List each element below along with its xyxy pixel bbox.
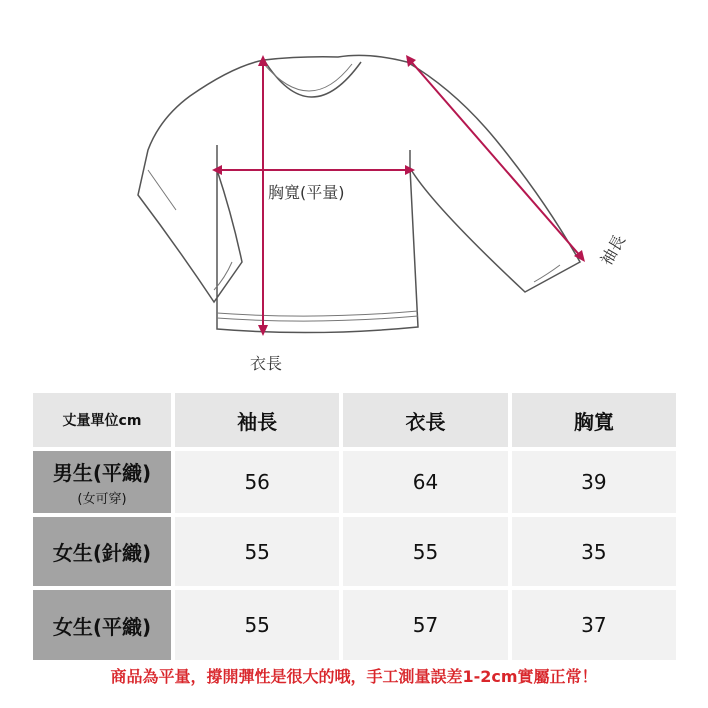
table-header-row xyxy=(33,393,676,447)
unit-header: 丈量單位cm xyxy=(33,393,171,447)
row-sublabel: (女可穿) xyxy=(77,492,127,507)
col-header-sleeve: 袖長 xyxy=(175,393,339,447)
cell-value: 35 xyxy=(512,517,676,586)
row-label-text: 男生(平織) xyxy=(52,461,152,485)
cell-value: 64 xyxy=(343,451,507,513)
cell-value: 55 xyxy=(175,590,339,660)
size-table xyxy=(29,389,680,664)
measurement-note: 商品為平量，撐開彈性是很大的哦，手工測量誤差1-2cm實屬正常！ xyxy=(110,667,598,686)
cell-value: 39 xyxy=(512,451,676,513)
table-row xyxy=(33,517,676,586)
row-label: 女生(平織) xyxy=(33,590,171,660)
table-row xyxy=(33,590,676,660)
cell-value: 55 xyxy=(175,517,339,586)
cell-value: 56 xyxy=(175,451,339,513)
col-header-length: 衣長 xyxy=(343,393,507,447)
length-label: 衣長 xyxy=(250,354,283,373)
sleeve-label: 袖長 xyxy=(596,231,630,269)
cell-value: 55 xyxy=(343,517,507,586)
cell-value: 37 xyxy=(512,590,676,660)
cell-value: 57 xyxy=(343,590,507,660)
table-row xyxy=(33,451,676,513)
chest-label: 胸寬(平量) xyxy=(266,180,347,203)
row-label xyxy=(33,451,171,513)
row-label: 女生(針織) xyxy=(33,517,171,586)
col-header-chest: 胸寬 xyxy=(512,393,676,447)
